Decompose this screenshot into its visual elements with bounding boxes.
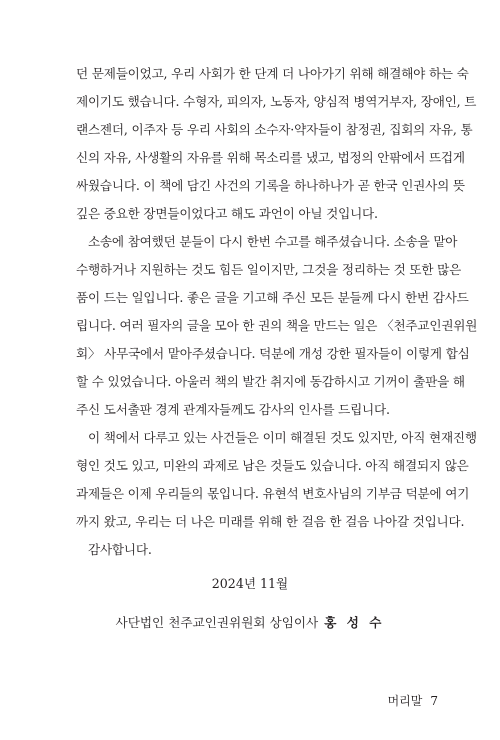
text-line: 제이기도 했습니다. 수형자, 피의자, 노동자, 양심적 병역거부자, 장애인, 트 [76,94,477,109]
text-line: 형인 것도 있고, 미완의 과제로 남은 것들도 있습니다. 아직 해결되지 않은 [76,458,469,473]
page-footer [388,692,438,710]
signer-name: 홍 성 수 [324,615,385,630]
text-line: 싸웠습니다. 이 책에 담긴 사건의 기록을 하나하나가 곧 한국 인권사의 뜻 [76,178,465,193]
paragraph [76,228,478,424]
signer-title: 사단법인 천주교인권위원회 상임이사 [115,615,319,630]
text-line: 소송에 참여했던 분들이 다시 한번 수고를 해주셨습니다. 소송을 맡아 [88,234,458,249]
text-line: 할 수 있었습니다. 아울러 책의 발간 취지에 동감하시고 기꺼이 출판을 해 [76,374,465,389]
page-number: 7 [430,694,438,708]
paragraph [76,536,426,564]
paragraph [76,60,477,228]
text-line: 품이 드는 일입니다. 좋은 글을 기고해 주신 모든 분들께 다시 한번 감사드 [76,290,469,305]
date: 2024년 11월 [211,576,289,591]
text-line: 감사합니다. [88,542,152,557]
page-body [76,60,478,564]
text-line: 랜스젠더, 이주자 등 우리 사회의 소수자·약자들이 참정권, 집회의 자유, 통 [76,122,473,137]
text-line: 이 책에서 다루고 있는 사건들은 이미 해결된 것도 있지만, 아직 현재진행 [88,430,477,445]
text-line: 던 문제들이었고, 우리 사회가 한 단계 더 나아가기 위해 해결해야 하는 숙 [76,66,469,81]
signature [0,610,500,636]
text-line: 회〉 사무국에서 맡아주셨습니다. 덕분에 개성 강한 필자들이 이렇게 합심 [76,346,470,361]
paragraph [76,424,477,536]
text-line: 주신 도서출판 경계 관계자들께도 감사의 인사를 드립니다. [76,402,390,417]
text-line: 깊은 중요한 장면들이었다고 해도 과언이 아닐 것입니다. [76,206,378,221]
text-line: 신의 자유, 사생활의 자유를 위해 목소리를 냈고, 법정의 안팎에서 뜨겁게 [76,150,465,165]
text-line: 수행하거나 지원하는 것도 힘든 일이지만, 그것을 정리하는 것 또한 많은 [76,262,462,277]
text-line: 과제들은 이제 우리들의 몫입니다. 유현석 변호사님의 기부금 덕분에 여기 [76,486,470,501]
text-line: 까지 왔고, 우리는 더 나은 미래를 위해 한 걸음 한 걸음 나아갈 것입니다. [76,514,465,529]
section-title: 머리말 [387,694,423,708]
text-line: 립니다. 여러 필자의 글을 모아 한 권의 책을 만드는 일은 〈천주교인권위원 [76,318,478,333]
